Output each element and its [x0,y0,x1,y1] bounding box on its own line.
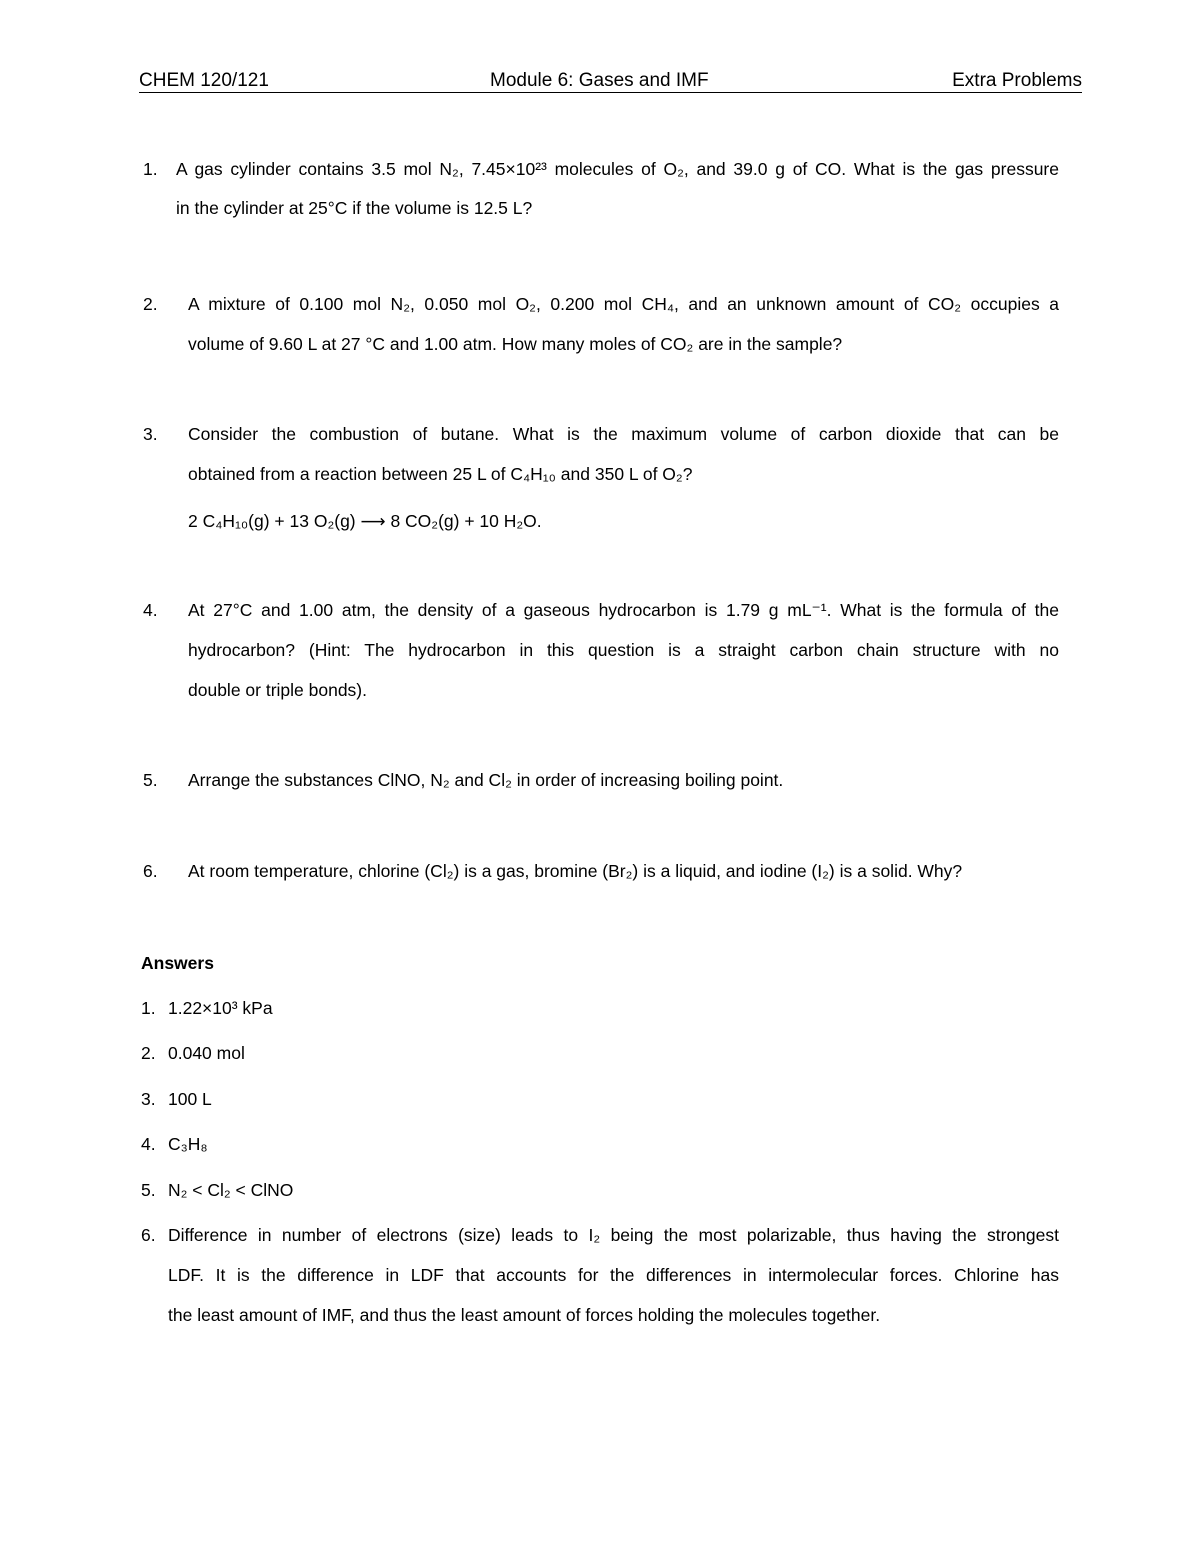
question-number: 3. [143,424,158,444]
question-4-line: double or triple bonds). [188,680,367,700]
answers-heading: Answers [141,953,214,973]
answer-3-line: 100 L [168,1089,212,1109]
question-1-line: in the cylinder at 25°C if the volume is 12.5 L? [176,198,533,218]
question-number: 4. [143,600,158,620]
answer-5-line: N₂ < Cl₂ < ClNO [168,1180,294,1200]
answer-number: 4. [141,1134,156,1154]
question-3-line: obtained from a reaction between 25 L of C₄H₁₀ and 350 L of O₂? [188,464,693,484]
question-2-line: volume of 9.60 L at 27 °C and 1.00 atm. How many moles of CO₂ are in the sample? [188,334,843,354]
answer-number: 6. [141,1225,156,1245]
answer-4-line: C₃H₈ [168,1134,208,1154]
answer-6-line: the least amount of IMF, and thus the least amount of forces holding the molecules together. [168,1305,881,1325]
question-5-line: Arrange the substances ClNO, N₂ and Cl₂ in order of increasing boiling point. [188,770,784,790]
question-number: 1. [143,159,158,179]
answer-number: 2. [141,1043,156,1063]
question-2-line: A mixture of 0.100 mol N₂, 0.050 mol O₂, 0.200 mol CH₄, and an unknown amount of CO₂ occupies a [188,294,1059,314]
answer-6-line: LDF. It is the difference in LDF that accounts for the differences in intermolecular forces. Chlorine has [168,1265,1059,1285]
page-header [139,70,1082,93]
question-6-line: At room temperature, chlorine (Cl₂) is a gas, bromine (Br₂) is a liquid, and iodine (I₂) is a solid. Why? [188,861,963,881]
module-title: Module 6: Gases and IMF [490,70,709,91]
question-3-line: Consider the combustion of butane. What is the maximum volume of carbon dioxide that can be [188,424,1059,444]
question-number: 2. [143,294,158,314]
question-number: 6. [143,861,158,881]
question-3-line: 2 C₄H₁₀(g) + 13 O₂(g) ⟶ 8 CO₂(g) + 10 H₂O. [188,511,542,531]
answer-2-line: 0.040 mol [168,1043,245,1063]
course-code: CHEM 120/121 [139,70,269,91]
question-1-line: A gas cylinder contains 3.5 mol N₂, 7.45×10²³ molecules of O₂, and 39.0 g of CO. What is the gas pressure [176,159,1059,179]
answer-1-line: 1.22×10³ kPa [168,998,273,1018]
answer-number: 5. [141,1180,156,1200]
question-number: 5. [143,770,158,790]
answer-6-line: Difference in number of electrons (size) leads to I₂ being the most polarizable, thus having the strongest [168,1225,1059,1245]
document-type: Extra Problems [952,70,1082,91]
answer-number: 3. [141,1089,156,1109]
question-4-line: hydrocarbon? (Hint: The hydrocarbon in this question is a straight carbon chain structure with no [188,640,1059,660]
answer-number: 1. [141,998,156,1018]
question-4-line: At 27°C and 1.00 atm, the density of a gaseous hydrocarbon is 1.79 g mL⁻¹. What is the formula of the [188,600,1059,620]
